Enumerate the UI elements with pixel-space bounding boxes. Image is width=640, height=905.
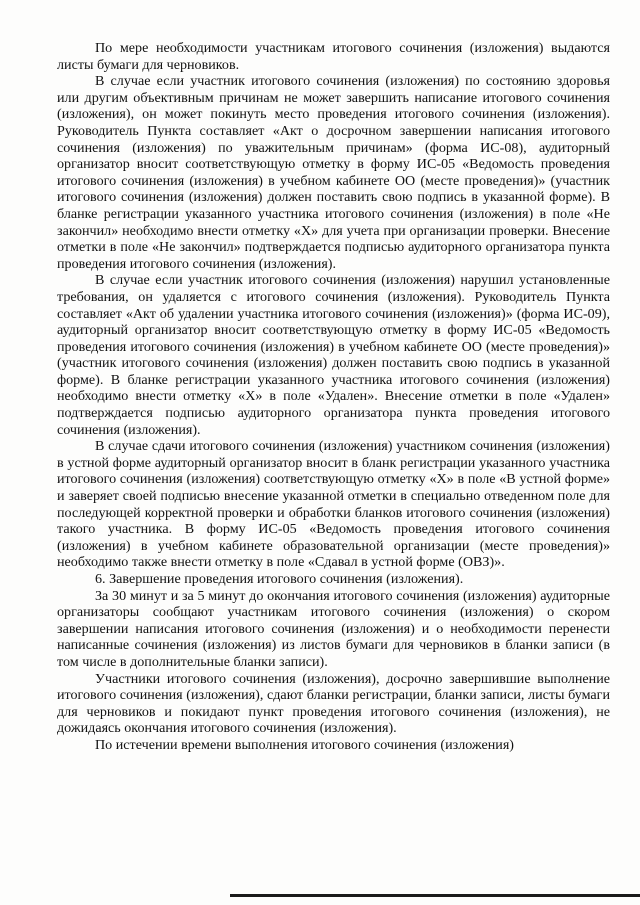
document-body (57, 40, 610, 754)
paragraph-early-leave: Участники итогового сочинения (изложения), досрочно завершившие выполнение итогового сочинения (изложения), сдают бланки регистрации, бланки записи, листы бумаги для черновиков и покидают пункт проведения итогового сочинения (изложения), не дожидаясь окончания итогового сочинения (изложения). (57, 670, 610, 737)
paragraph-time-expired: По истечении времени выполнения итогового сочинения (изложения) (95, 736, 514, 753)
paragraph-oral-form: В случае сдачи итогового сочинения (изложения) участником сочинения (изложения) в устной форме аудиторный организатор вносит в бланк регистрации указанного участника итогового сочинения (изложения) соответствующую отметку «Х» в поле «В устной форме» и заверяет своей подписью внесение указанной отметки в специально отведенном поле для последующей корректной проверки и обработки бланков итогового сочинения (изложения) такого участника. В форму ИС-05 «Ведомость проведения итогового сочинения (изложения) в учебном кабинете образовательной организации (месте проведения)» необходимо также внести отметку в поле «Сдавал в устной форме (ОВЗ)». (57, 438, 610, 571)
section-heading-completion: 6. Завершение проведения итогового сочинения (изложения). (95, 571, 464, 587)
scan-edge-line (230, 894, 640, 897)
paragraph-time-warning: За 30 минут и за 5 минут до окончания итогового сочинения (изложения) аудиторные организаторы сообщают участникам итогового сочинения (изложения) о скором завершении написания итогового сочинения (изложения) и о необходимости перенести написанные сочинения (изложения) из листов бумаги для черновиков в бланки записи (в том числе в дополнительные бланки записи). (57, 587, 610, 670)
paragraph-removal: В случае если участник итогового сочинения (изложения) нарушил установленные требования, он удаляется с итогового сочинения (изложения). Руководитель Пункта составляет «Акт об удалении участника итогового сочинения (изложения)» (форма ИС-09), аудиторный организатор вносит соответствующую отметку в форму ИС-05 «Ведомость проведения итогового сочинения (изложения) в учебном кабинете ОО (месте проведения)» (участник итогового сочинения (изложения) должен поставить свою подпись в указанной форме). В бланке регистрации указанного участника итогового сочинения (изложения) необходимо внести отметку «Х» в поле «Удален». Внесение отметки в поле «Удален» подтверждается подписью аудиторного организатора пункта проведения итогового сочинения (изложения). (57, 272, 610, 438)
paragraph-early-finish: В случае если участник итогового сочинения (изложения) по состоянию здоровья или другим объективным причинам не может завершить написание итогового сочинения (изложения), он может покинуть место проведения итогового сочинения (изложения). Руководитель Пункта составляет «Акт о досрочном завершении написания итогового сочинения (изложения) по уважительным причинам» (форма ИС-08), аудиторный организатор вносит соответствующую отметку в форму ИС-05 «Ведомость проведения итогового сочинения (изложения) в учебном кабинете ОО (месте проведения)» (участник итогового сочинения (изложения) должен поставить свою подпись в указанной форме). В бланке регистрации указанного участника итогового сочинения (изложения) в поле «Не закончил» необходимо внести отметку «Х» для учета при организации проверки. Внесение отметки в поле «Не закончил» подтверждается подписью аудиторного организатора пункта проведения итогового сочинения (изложения). (57, 73, 610, 272)
paragraph-drafts: По мере необходимости участникам итогового сочинения (изложения) выдаются листы бумаги для черновиков. (57, 40, 610, 73)
